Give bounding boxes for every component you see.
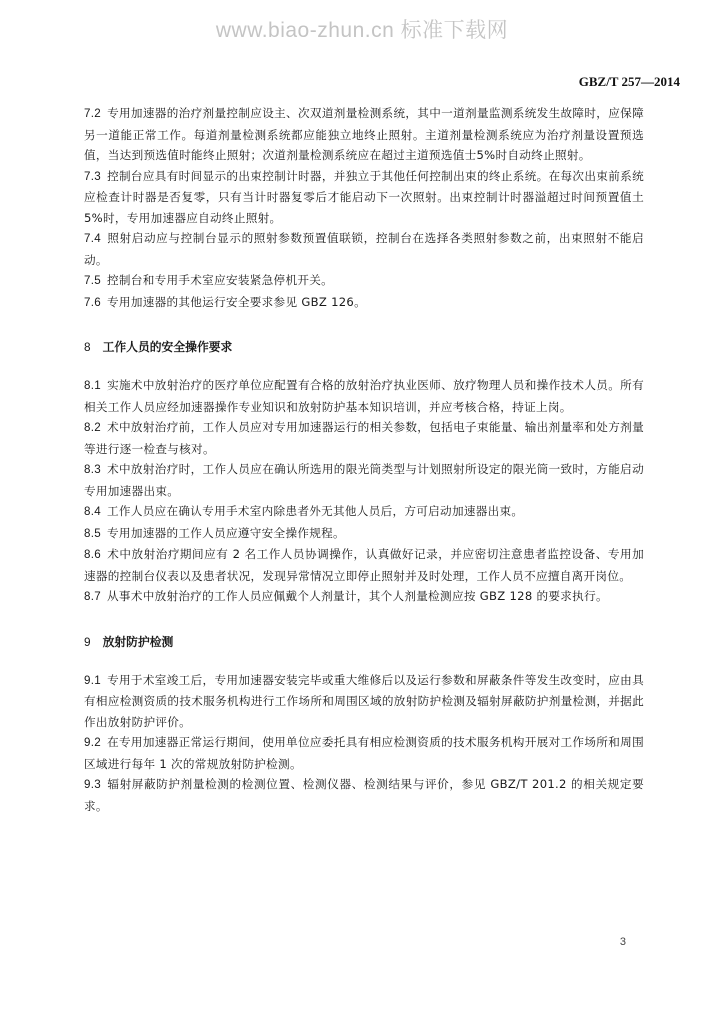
clause-7-5 (84, 270, 644, 292)
clause-9-3 (84, 774, 644, 816)
clause-8-6 (84, 544, 644, 586)
clause-text: 专用于术室竣工后，专用加速器安装完毕或重大维修后以及运行参数和屏蔽条件等发生改变时，应由具有相应检测资质的技术服务机构进行工作场所和周围区域的放射防护检测及辐射屏蔽防护剂量检测，并据此作出放射防护评价。 (84, 672, 644, 729)
section-number: 9 (84, 634, 91, 649)
clause-text: 工作人员应在确认专用手术室内除患者外无其他人员后，方可启动加速器出束。 (107, 504, 524, 518)
watermark: www.biao-zhun.cn 标准下载网 (215, 19, 509, 42)
clause-8-1 (84, 375, 644, 417)
clause-8-2 (84, 417, 644, 459)
clause-8-7 (84, 586, 644, 608)
clause-number: 9.2 (84, 736, 102, 749)
clause-number: 8.7 (84, 590, 102, 603)
clause-text: 专用加速器的工作人员应遵守安全操作规程。 (107, 525, 345, 540)
clause-text: 照射启动应与控制台显示的照射参数预置值联锁，控制台在选择各类照射参数之前，出束照射不能启动。 (84, 231, 644, 267)
clause-number: 7.6 (84, 295, 102, 309)
clause-7-6 (84, 292, 644, 314)
clause-number: 9.3 (84, 778, 102, 791)
clause-text: 术中放射治疗时，工作人员应在确认所选用的限光筒类型与计划照射所设定的限光筒一致时，方能启动专用加速器出束。 (84, 462, 644, 498)
clause-7-2 (84, 103, 644, 166)
section-heading (84, 337, 644, 357)
clause-text: 控制台和专用手术室应安装紧急停机开关。 (107, 273, 334, 287)
clause-number: 7.2 (84, 107, 102, 120)
clause-7-3 (84, 166, 644, 229)
section-8 (84, 337, 644, 608)
clause-text: 辐射屏蔽防护剂量检测的检测位置、检测仪器、检测结果与评价，参见 GBZ/T 201.2 的相关规定要求。 (84, 777, 644, 813)
clause-text: 术中放射治疗期间应有 2 名工作人员协调操作，认真做好记录，并应密切注意患者监控设备、专用加速器的控制台仪表以及患者状况，发现异常情况立即停止照射并及时处理，工作人员不应擅自离开岗位。 (84, 547, 644, 583)
clause-text: 实施术中放射治疗的医疗单位应配置有合格的放射治疗执业医师、放疗物理人员和操作技术人员。所有相关工作人员应经加速器操作专业知识和放射防护基本知识培训，并应考核合格，持证上岗。 (84, 378, 644, 414)
clause-text: 控制台应具有时间显示的出束控制计时器，并独立于其他任何控制出束的终止系统。在每次出束前系统应检查计时器是否复零，只有当计时器复零后才能启动下一次照射。出束控制计时器溢超过时间预置值土5%时，专用加速器应自动终止照射。 (84, 168, 644, 225)
clause-text: 专用加速器的治疗剂量控制应设主、次双道剂量检测系统，其中一道剂量监测系统发生故障时，应保障另一道能正常工作。每道剂量检测系统都应能独立地终止照射。主道剂量检测系统应为治疗剂量设置预选值，当达到预选值时能终止照射；次道剂量检测系统应在超过主道预选值士5%时自动终止照射。 (84, 106, 644, 162)
clause-7-4 (84, 228, 644, 270)
clause-text: 从事术中放射治疗的工作人员应佩戴个人剂量计，其个人剂量检测应按 GBZ 128 的要求执行。 (107, 589, 608, 603)
clause-text: 术中放射治疗前，工作人员应对专用加速器运行的相关参数，包括电子束能量、输出剂量率和处方剂量等进行逐一检查与核对。 (84, 420, 644, 456)
clause-text: 专用加速器的其他运行安全要求参见 GBZ 126。 (107, 294, 367, 309)
clause-number: 8.2 (84, 421, 102, 434)
clause-text: 在专用加速器正常运行期间，使用单位应委托具有相应检测资质的技术服务机构开展对工作场所和周围区域进行每年 1 次的常规放射防护检测。 (84, 735, 644, 771)
section-heading (84, 632, 644, 652)
clause-number: 8.1 (84, 379, 102, 392)
clause-number: 7.5 (84, 274, 102, 287)
section-title: 放射防护检测 (102, 634, 174, 649)
section-number: 8 (84, 340, 91, 354)
section-7 (84, 103, 644, 313)
section-9 (84, 632, 644, 817)
clause-8-5 (84, 523, 644, 545)
clause-number: 8.5 (84, 526, 102, 540)
clause-number: 9.1 (84, 673, 102, 687)
clause-number: 8.4 (84, 505, 102, 518)
clause-9-1 (84, 670, 644, 733)
clause-number: 8.3 (84, 463, 102, 476)
clause-number: 7.3 (84, 169, 102, 183)
section-title: 工作人员的安全操作要求 (102, 340, 233, 354)
clause-number: 8.6 (84, 548, 102, 561)
document-code: GBZ/T 257—2014 (578, 74, 680, 89)
clause-8-3 (84, 459, 644, 501)
clause-number: 7.4 (84, 232, 102, 245)
clause-8-4 (84, 501, 644, 523)
clause-9-2 (84, 732, 644, 774)
document-body (84, 103, 644, 816)
page-number: 3 (619, 936, 626, 948)
